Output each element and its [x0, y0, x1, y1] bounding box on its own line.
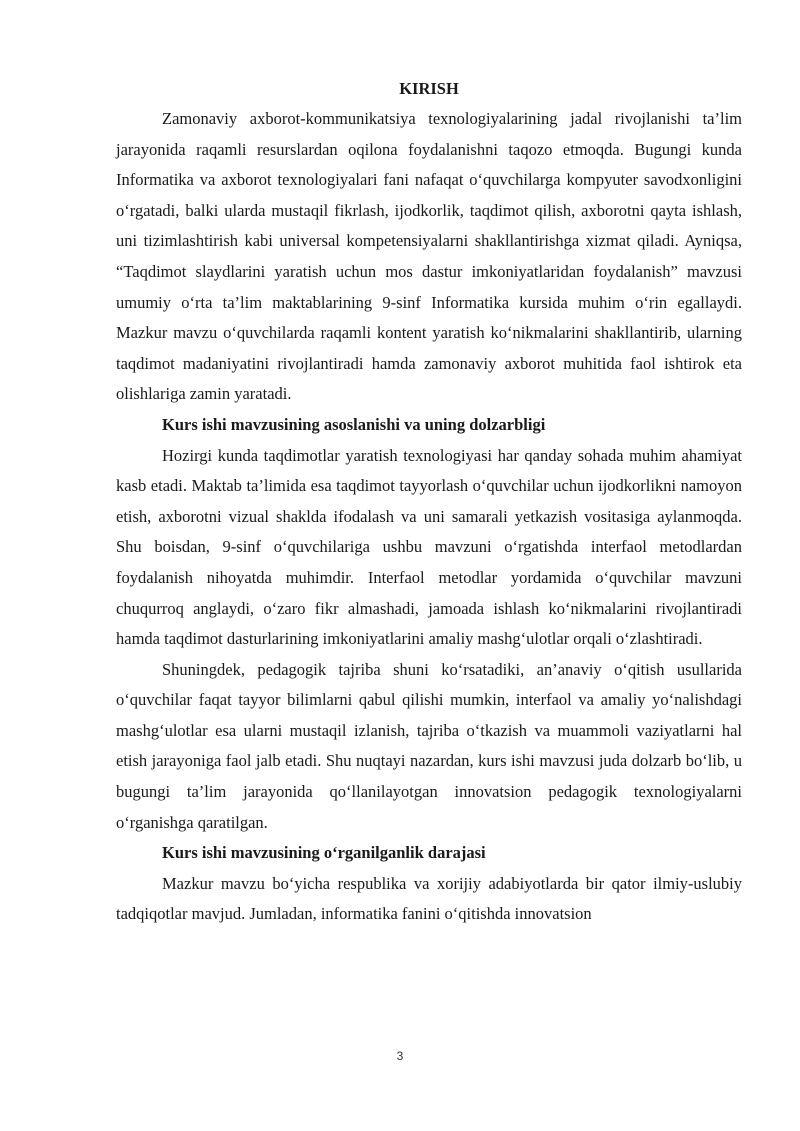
paragraph-relevance: Hozirgi kunda taqdimotlar yaratish texnologiyasi har qanday sohada muhim ahamiyat kasb etadi. Maktab ta’limida esa taqdimot tayyorlash o‘quvchilar uchun ijodkorlikni namoyon etish, axborotni vizual shaklda ifodalash va uni samarali yetkazish vositasiga aylanmoqda. Shu boisdan, 9-sinf o‘quvchilariga ushbu mavzuni o‘rgatishda interfaol metodlardan foydalanish nihoyatda muhimdir. Interfaol metodlar yordamida o‘quvchilar mavzuni chuqurroq anglaydi, o‘zaro fikr almashadi, jamoada ishlash ko‘nikmalarini rivojlantiradi hamda taqdimot dasturlarining imkoniyatlarini amaliy mashg‘ulotlar orqali o‘zlashtiradi.: [116, 445, 742, 649]
document-page: [116, 74, 742, 930]
paragraph-study-level: Mazkur mavzu bo‘yicha respublika va xorijiy adabiyotlarda bir qator ilmiy-uslubiy tadqiqotlar mavjud. Jumladan, informatika fanini o‘qitishda innovatsion: [116, 873, 742, 924]
heading-relevance: Kurs ishi mavzusining asoslanishi va uning dolzarbligi: [162, 414, 546, 434]
heading-study-level: Kurs ishi mavzusining o‘rganilganlik darajasi: [162, 843, 486, 863]
paragraph-pedagogy: Shuningdek, pedagogik tajriba shuni ko‘rsatadiki, an’anaviy o‘qitish usullarida o‘quvchilar faqat tayyor bilimlarni qabul qilishi mumkin, interfaol va amaliy yo‘nalishdagi mashg‘ulotlar esa ularni mustaqil izlanish, tajriba o‘tkazish va muammoli vaziyatlarni hal etish jarayoniga faol jalb etadi. Shu nuqtayi nazardan, kurs ishi mavzusi juda dolzarb bo‘lib, u bugungi ta’lim jarayonida qo‘llanilayotgan innovatsion pedagogik texnologiyalarni o‘rganishga qaratilgan.: [116, 659, 742, 832]
section-title: KIRISH: [399, 79, 459, 98]
paragraph-intro: Zamonaviy axborot-kommunikatsiya texnologiyalarining jadal rivojlanishi ta’lim jarayonida raqamli resurslardan oqilona foydalanishni taqozo etmoqda. Bugungi kunda Informatika va axborot texnologiyalari fani nafaqat o‘quvchilarga kompyuter savodxonligini o‘rgatadi, balki ularda mustaqil fikrlash, ijodkorlik, taqdimot qilish, axborotni qayta ishlash, uni tizimlashtirish kabi universal kompetensiyalarni shakllantirishga xizmat qiladi. Ayniqsa, “Taqdimot slaydlarini yaratish uchun mos dastur imkoniyatlaridan foydalanish” mavzusi umumiy o‘rta ta’lim maktablarining 9-sinf Informatika kursida muhim o‘rin egallaydi. Mazkur mavzu o‘quvchilarda raqamli kontent yaratish ko‘nikmalarini shakllantirib, ularning taqdimot madaniyatini rivojlantiradi hamda zamonaviy axborot muhitida faol ishtirok eta olishlariga zamin yaratadi.: [116, 109, 742, 404]
page-number: 3: [396, 1049, 404, 1063]
